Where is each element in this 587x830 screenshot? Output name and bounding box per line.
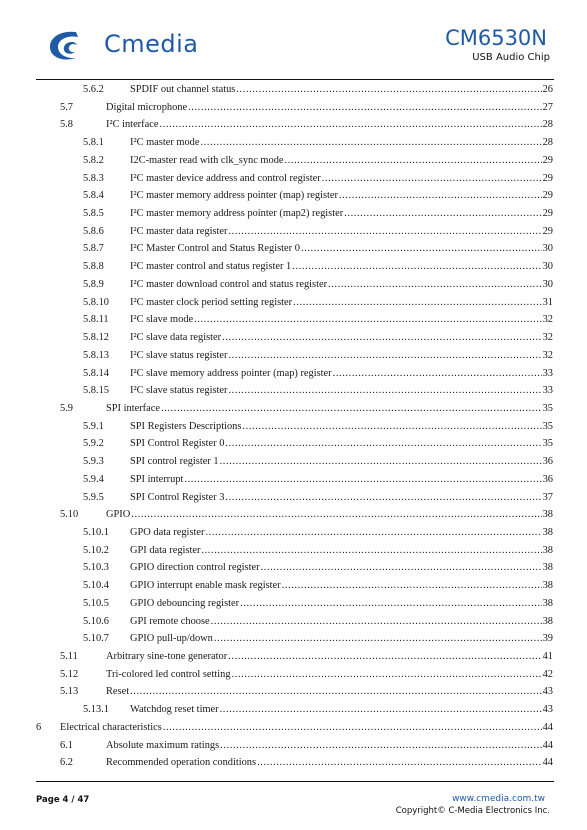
toc-page-number: 30	[542, 243, 553, 255]
toc-section-number: 5.10.1	[83, 527, 109, 538]
toc-section-number: 5.8.14	[83, 367, 109, 379]
toc-page-number: 43	[542, 704, 553, 716]
toc-page-number: 37	[542, 491, 553, 503]
toc-entry[interactable]	[0, 205, 587, 223]
toc-section-number: 5.8.10	[83, 296, 109, 308]
toc-section-number: 5.8.6	[83, 225, 104, 237]
toc-entry[interactable]	[0, 400, 587, 418]
toc-section-number: 5.10	[60, 509, 79, 521]
toc-entry[interactable]	[0, 648, 587, 666]
toc-entry[interactable]	[0, 453, 587, 471]
page-header	[0, 0, 587, 80]
toc-section-title: GPIO pull-up/down	[130, 633, 213, 645]
toc-page-number: 26	[542, 84, 553, 95]
toc-dot-leader	[257, 754, 542, 772]
toc-entry[interactable]	[0, 170, 587, 188]
toc-section-title: I²C slave status register	[130, 349, 228, 361]
toc-page-number: 35	[542, 402, 553, 414]
toc-entry[interactable]	[0, 595, 587, 613]
toc-page-number: 44	[542, 721, 553, 733]
toc-section-number: 5.13.1	[83, 704, 109, 716]
toc-section-number: 5.8.1	[83, 137, 104, 149]
toc-section-number: 5.10.2	[83, 544, 109, 556]
toc-section-number: 5.9.1	[83, 420, 104, 432]
toc-section-number: 5.10.5	[83, 597, 109, 609]
toc-section-title: I²C master mode	[130, 137, 200, 149]
toc-section-number: 5.8.12	[83, 332, 109, 344]
toc-dot-leader	[211, 613, 542, 631]
toc-dot-leader	[225, 435, 541, 453]
toc-entry[interactable]	[0, 506, 587, 524]
toc-section-number: 5.7	[60, 101, 73, 113]
toc-entry[interactable]	[0, 365, 587, 383]
toc-section-title: Absolute maximum ratings	[106, 739, 220, 751]
header-rule	[36, 79, 554, 80]
toc-dot-leader	[232, 666, 542, 684]
toc-section-title: I²C master control and status register 1	[130, 261, 292, 273]
toc-entry[interactable]	[0, 240, 587, 258]
toc-section-number: 5.8.4	[83, 190, 104, 202]
toc-page-number: 28	[542, 137, 553, 149]
toc-page-number: 36	[542, 456, 553, 468]
toc-entry[interactable]	[0, 258, 587, 276]
toc-page-number: 32	[542, 332, 553, 344]
toc-dot-leader	[301, 240, 542, 258]
toc-dot-leader	[184, 471, 541, 489]
toc-entry[interactable]	[0, 418, 587, 436]
toc-dot-leader	[328, 276, 542, 294]
toc-page-number: 44	[542, 739, 553, 751]
toc-section-number: 5.8.15	[83, 385, 109, 397]
product-title: CM6530N	[445, 26, 547, 50]
toc-entry[interactable]	[0, 683, 587, 701]
toc-dot-leader	[214, 630, 542, 648]
toc-page-number: 39	[542, 633, 553, 645]
toc-entry[interactable]	[0, 187, 587, 205]
product-subtitle: USB Audio Chip	[472, 52, 550, 63]
toc-dot-leader	[333, 365, 542, 383]
toc-section-title: SPI control register 1	[130, 456, 219, 468]
toc-dot-leader	[220, 737, 541, 755]
toc-section-title: I²C slave memory address pointer (map) register	[130, 367, 332, 379]
toc-dot-leader	[236, 81, 541, 99]
toc-dot-leader	[322, 170, 542, 188]
toc-dot-leader	[130, 683, 542, 701]
cmedia-logo	[46, 28, 199, 64]
toc-dot-leader	[339, 187, 542, 205]
toc-page-number: 36	[542, 473, 553, 485]
toc-page-number: 30	[542, 278, 553, 290]
toc-section-title: GPIO interrupt enable mask register	[130, 580, 281, 592]
toc-section-number: 5.8.7	[83, 243, 104, 255]
toc-section-title: I²C Master Control and Status Register 0	[130, 243, 300, 255]
page-number: Page 4 / 47	[36, 795, 90, 805]
toc-section-number: 5.8.2	[83, 154, 104, 166]
toc-dot-leader	[240, 595, 542, 613]
toc-section-title: I²C master download control and status register	[130, 278, 328, 290]
toc-entry[interactable]	[0, 152, 587, 170]
toc-section-number: 6.1	[60, 739, 73, 751]
toc-page-number: 38	[542, 509, 553, 521]
toc-section-title: I²C master memory address pointer (map2) register	[130, 208, 344, 220]
toc-section-title: GPI data register	[130, 544, 201, 556]
toc-page-number: 29	[542, 208, 553, 220]
toc-dot-leader	[285, 152, 542, 170]
toc-section-number: 5.8.3	[83, 172, 104, 184]
toc-dot-leader	[205, 524, 541, 542]
copyright: Copyright© C-Media Electronics Inc.	[395, 806, 550, 816]
toc-dot-leader	[222, 329, 541, 347]
toc-page-number: 31	[542, 296, 553, 308]
toc-page-number: 38	[542, 597, 553, 609]
toc-section-title: SPI Control Register 3	[130, 491, 225, 503]
toc-page-number: 42	[542, 668, 553, 680]
toc-page-number: 33	[542, 367, 553, 379]
toc-entry[interactable]	[0, 701, 587, 719]
toc-page-number: 29	[542, 190, 553, 202]
toc-section-title: I²C master clock period setting register	[130, 296, 293, 308]
toc-dot-leader	[194, 311, 541, 329]
toc-entry[interactable]	[0, 347, 587, 365]
toc-section-number: 6	[36, 721, 42, 733]
toc-entry[interactable]	[0, 276, 587, 294]
toc-entry[interactable]	[0, 489, 587, 507]
toc-page-number: 38	[542, 580, 553, 592]
toc-dot-leader	[228, 382, 541, 400]
toc-section-number: 5.8.11	[83, 314, 109, 326]
toc-dot-leader	[225, 489, 541, 507]
toc-section-number: 6.2	[60, 757, 73, 769]
toc-entry[interactable]	[0, 524, 587, 542]
toc-section-number: 5.10.4	[83, 580, 109, 592]
toc-section-number: 5.10.7	[83, 633, 109, 645]
toc-section-title: I²C master device address and control register	[130, 172, 321, 184]
toc-section-number: 5.9.4	[83, 473, 104, 485]
toc-section-number: 5.10.3	[83, 562, 109, 574]
toc-section-number: 5.10.6	[83, 615, 109, 627]
toc-page-number: 38	[542, 544, 553, 556]
toc-page-number: 38	[542, 562, 553, 574]
toc-section-number: 5.8	[60, 119, 73, 131]
toc-page-number: 43	[542, 686, 553, 698]
cmedia-swirl-icon	[46, 28, 102, 64]
toc-section-number: 5.12	[60, 668, 79, 680]
toc-section-title: I²C slave status register	[130, 385, 228, 397]
toc-page-number: 28	[542, 119, 553, 131]
website-link[interactable]: www.cmedia.com.tw	[452, 794, 545, 804]
toc-page-number: 44	[542, 757, 553, 769]
toc-section-number: 5.8.8	[83, 261, 104, 273]
toc-dot-leader	[292, 258, 541, 276]
toc-section-number: 5.8.13	[83, 349, 109, 361]
toc-entry[interactable]	[0, 81, 587, 99]
toc-page-number: 32	[542, 314, 553, 326]
toc-section-title: GPIO	[106, 509, 131, 521]
toc-section-title: I²C slave data register	[130, 332, 222, 344]
toc-dot-leader	[161, 400, 542, 418]
toc-entry[interactable]	[0, 542, 587, 560]
toc-page-number: 32	[542, 349, 553, 361]
toc-dot-leader	[261, 559, 542, 577]
toc-section-number: 5.8.9	[83, 278, 104, 290]
toc-section-title: SPI interrupt	[130, 473, 184, 485]
toc-entry[interactable]	[0, 471, 587, 489]
toc-page-number: 38	[542, 615, 553, 627]
toc-entry[interactable]	[0, 630, 587, 648]
toc-entry[interactable]	[0, 737, 587, 755]
toc-page-number: 30	[542, 261, 553, 273]
toc-section-number: 5.11	[60, 651, 78, 663]
toc-dot-leader	[228, 347, 541, 365]
toc-section-number: 5.9.2	[83, 438, 104, 450]
toc-dot-leader	[159, 116, 541, 134]
toc-dot-leader	[131, 506, 541, 524]
toc-section-title: Electrical characteristics	[60, 721, 162, 733]
toc-section-title: Tri-colored led control setting	[106, 668, 231, 680]
toc-entry[interactable]	[0, 134, 587, 152]
toc-section-title: Digital microphone	[106, 101, 188, 113]
toc-section-number: 5.8.5	[83, 208, 104, 220]
toc-section-title: Reset	[106, 686, 130, 698]
toc-section-title: GPIO debouncing register	[130, 597, 240, 609]
toc-section-number: 5.6.2	[83, 84, 104, 95]
toc-section-title: SPDIF out channel status	[130, 84, 236, 95]
toc-section-number: 5.9.3	[83, 456, 104, 468]
toc-page-number: 27	[542, 101, 553, 113]
toc-section-title: Recommended operation conditions	[106, 757, 257, 769]
toc-dot-leader	[282, 577, 542, 595]
toc-entry[interactable]	[0, 223, 587, 241]
toc-entry[interactable]	[0, 435, 587, 453]
toc-entry[interactable]	[0, 329, 587, 347]
toc-dot-leader	[200, 134, 541, 152]
toc-dot-leader	[242, 418, 541, 436]
toc-dot-leader	[293, 294, 542, 312]
toc-entry[interactable]	[0, 577, 587, 595]
toc-dot-leader	[228, 648, 541, 666]
toc-section-title: SPI Control Register 0	[130, 438, 225, 450]
toc-entry[interactable]	[0, 666, 587, 684]
toc-entry[interactable]	[0, 719, 587, 737]
toc-page-number: 29	[542, 154, 553, 166]
toc-entry[interactable]	[0, 311, 587, 329]
toc-entry[interactable]	[0, 754, 587, 772]
toc-section-title: GPO data register	[130, 527, 205, 538]
toc-page-number: 33	[542, 385, 553, 397]
toc-section-title: I2C-master read with clk_sync mode	[130, 154, 284, 166]
toc-dot-leader	[163, 719, 542, 737]
toc-section-title: Arbitrary sine-tone generator	[106, 651, 228, 663]
toc-entry[interactable]	[0, 382, 587, 400]
toc-section-title: I²C slave mode	[130, 314, 194, 326]
toc-dot-leader	[344, 205, 541, 223]
toc-section-title: GPIO direction control register	[130, 562, 260, 574]
toc-page-number: 35	[542, 420, 553, 432]
toc-section-title: I²C master memory address pointer (map) register	[130, 190, 338, 202]
toc-page-number: 29	[542, 172, 553, 184]
toc-entry[interactable]	[0, 99, 587, 117]
toc-section-title: SPI interface	[106, 402, 160, 414]
logo-text: Cmedia	[104, 30, 199, 58]
toc-page-number: 35	[542, 438, 553, 450]
toc-section-title: SPI Registers Descriptions	[130, 420, 242, 432]
toc-entry[interactable]	[0, 294, 587, 312]
toc-section-title: I²C interface	[106, 119, 159, 131]
toc-page-number: 29	[542, 225, 553, 237]
toc-dot-leader	[228, 223, 541, 241]
toc-section-title: Watchdog reset timer	[130, 704, 219, 716]
toc-section-number: 5.9.5	[83, 491, 104, 503]
toc-dot-leader	[188, 99, 542, 117]
toc-page-number: 41	[542, 651, 553, 663]
toc-section-number: 5.9	[60, 402, 73, 414]
toc-section-title: GPI remote choose	[130, 615, 210, 627]
toc-section-number: 5.13	[60, 686, 79, 698]
toc-section-title: I²C master data register	[130, 225, 228, 237]
toc-entry[interactable]	[0, 613, 587, 631]
toc-dot-leader	[220, 701, 542, 719]
toc-dot-leader	[201, 542, 541, 560]
toc-entry[interactable]	[0, 116, 587, 134]
footer-rule	[36, 781, 554, 782]
toc-entry[interactable]	[0, 559, 587, 577]
toc-dot-leader	[220, 453, 542, 471]
toc-page-number: 38	[542, 527, 553, 538]
